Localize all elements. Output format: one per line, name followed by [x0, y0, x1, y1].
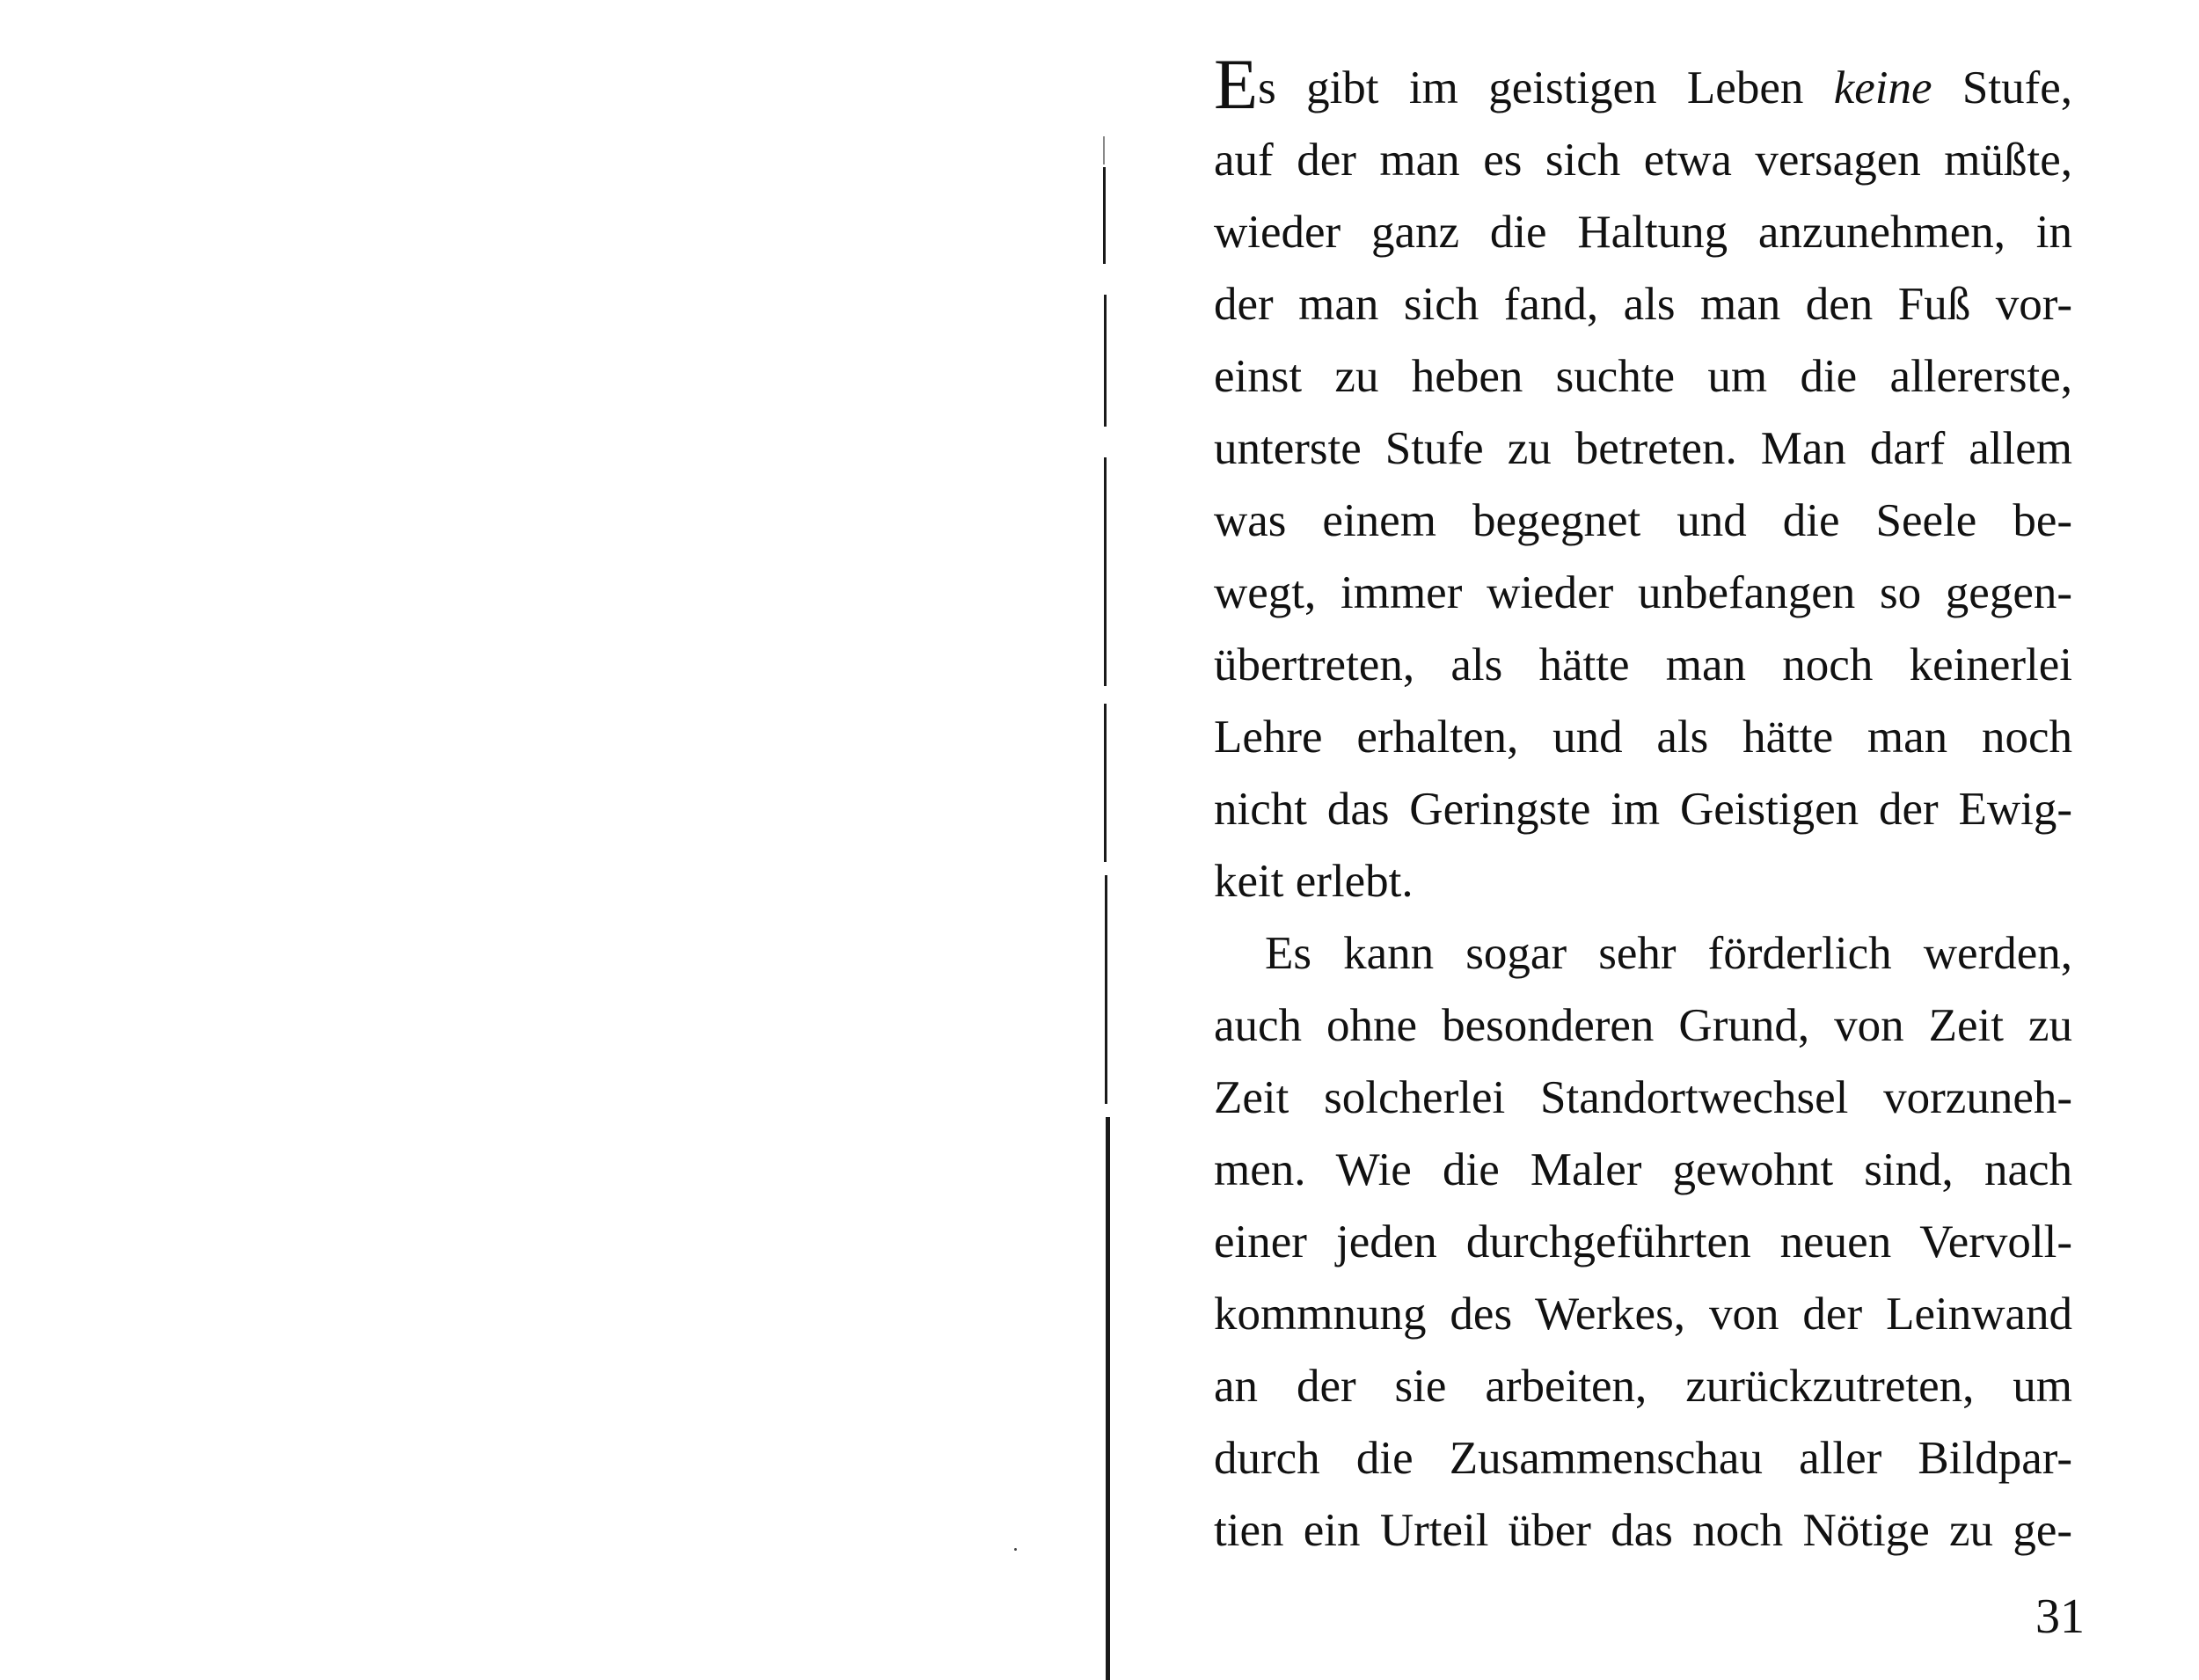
text-line-18: kommnung des Werkes, von der Leinwand [1214, 1289, 2072, 1340]
right-page [1214, 44, 2085, 1644]
gutter-shadow-line [1105, 875, 1107, 1104]
text-line-21: tien ein Urteil über das noch Nötige zu ge- [1214, 1505, 2072, 1556]
line-text: Stufe, [1932, 62, 2073, 113]
text-line-6: unterste Stufe zu betreten. Man darf allem [1214, 423, 2072, 474]
text-line-15: Zeit solcherlei Standortwechsel vorzuneh- [1214, 1072, 2072, 1123]
drop-cap: E [1214, 44, 1259, 124]
text-line-14: auch ohne besonderen Grund, von Zeit zu [1214, 1000, 2072, 1051]
text-line-5: einst zu heben suchte um die allererste, [1214, 351, 2072, 402]
text-line-4: der man sich fand, als man den Fuß vor- [1214, 279, 2072, 330]
gutter-shadow-line [1104, 457, 1107, 686]
text-line-1 [1214, 44, 2073, 124]
text-line-12: keit erlebt. [1214, 856, 1414, 907]
gutter-shadow-line [1103, 136, 1105, 164]
text-line-17: einer jeden durchgeführten neuen Vervoll- [1214, 1216, 2072, 1267]
gutter-shadow-line [1104, 704, 1107, 862]
text-line-10: Lehre erhalten, und als hätte man noch [1214, 712, 2072, 763]
gutter-shadow-line [1103, 167, 1106, 264]
text-line-8: wegt, immer wieder unbefangen so gegen- [1214, 567, 2072, 618]
text-line-16: men. Wie die Maler gewohnt sind, nach [1214, 1144, 2072, 1195]
line-text: s gibt im geistigen Leben [1258, 62, 1834, 113]
gutter-shadow-line [1106, 1117, 1110, 1680]
gutter-shadow-line [1104, 295, 1107, 427]
text-line-7: was einem begegnet und die Seele be- [1214, 495, 2072, 546]
text-line-11: nicht das Geringste im Geistigen der Ewig- [1214, 784, 2072, 835]
text-line-19: an der sie arbeiten, zurückzutreten, um [1214, 1361, 2072, 1412]
text-line-2: auf der man es sich etwa versagen müßte, [1214, 135, 2072, 186]
page-number: 31 [2035, 1589, 2085, 1644]
text-line-13: Es kann sogar sehr förderlich werden, [1265, 928, 2072, 979]
text-line-9: übertreten, als hätte man noch keinerlei [1214, 639, 2072, 690]
text-line-20: durch die Zusammenschau aller Bildpar- [1214, 1433, 2072, 1484]
book-gutter [1100, 0, 1117, 1680]
text-line-3: wieder ganz die Haltung anzunehmen, in [1214, 207, 2072, 258]
paper-speck [1014, 1548, 1017, 1551]
emphasis-word: keine [1833, 62, 1932, 113]
